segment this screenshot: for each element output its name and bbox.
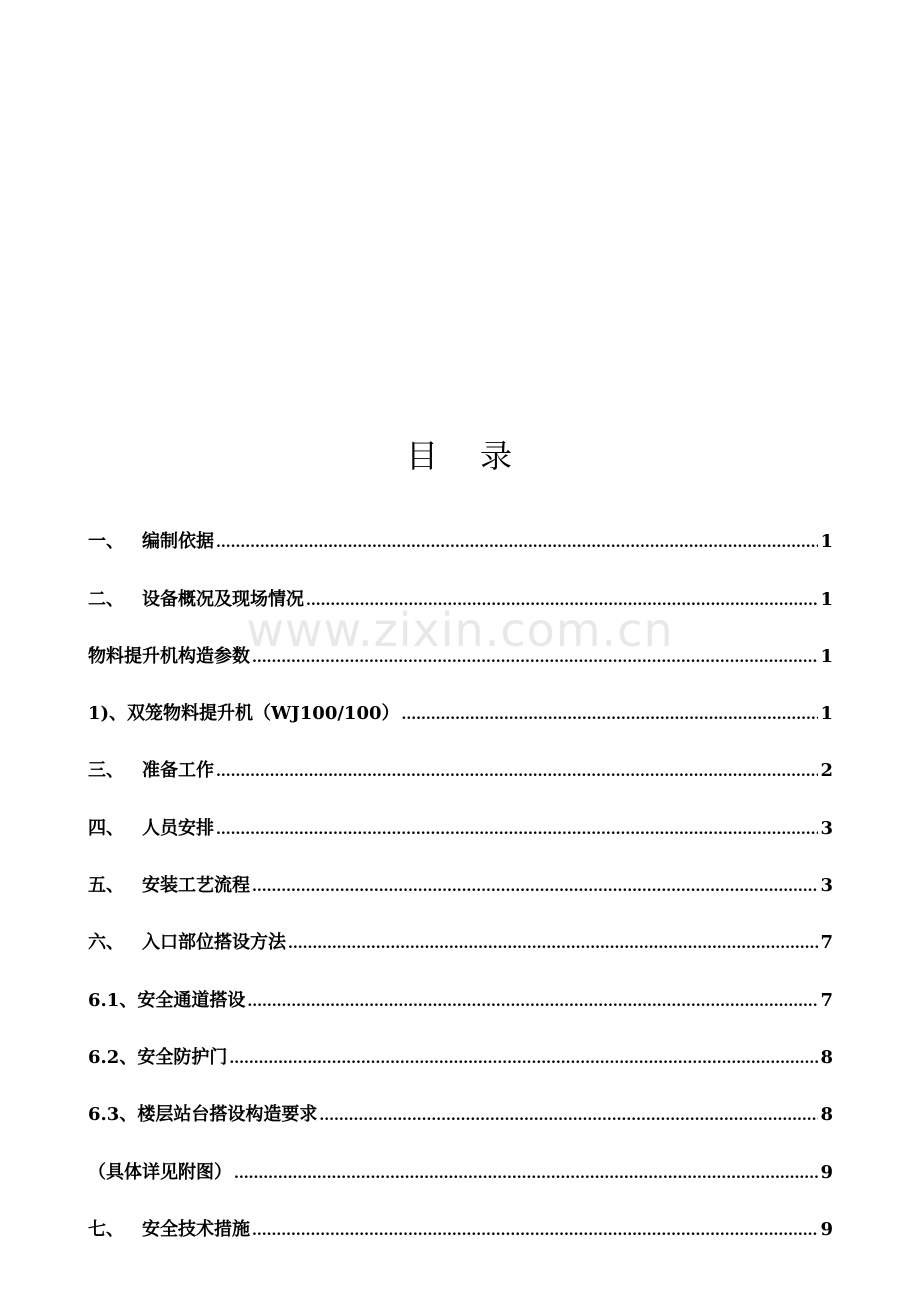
toc-entry-label: 双笼物料提升机（WJ100/100） [127,703,400,725]
toc-entry-label: 安全防护门 [137,1046,228,1068]
toc-entry-row [88,1043,833,1073]
toc-entry-row [88,928,833,958]
toc-entry-text [88,585,304,615]
toc-entry-leader-dots [234,1159,818,1189]
toc-entry-row [88,642,833,672]
toc-entry-number: 6.1、 [88,989,138,1011]
toc-entry-label: 编制依据 [142,531,214,553]
toc-entry-text [88,1100,317,1130]
toc-entry-label: 入口部位搭设方法 [142,932,286,954]
toc-entry-text [88,1215,250,1245]
toc-entry-text [88,871,250,901]
toc-entry-leader-dots [306,586,818,616]
toc-title-char-2: 录 [480,437,515,475]
toc-entry-page-number: 9 [820,1218,833,1240]
toc-entry-leader-dots [229,1044,818,1074]
toc-entry[interactable] [88,844,833,901]
toc-entry-text [88,928,286,958]
toc-entry[interactable] [88,1016,833,1073]
toc-entry-text [88,756,214,786]
toc-entry-number: 三、 [88,760,124,782]
toc-entry-page-number: 3 [820,875,833,897]
toc-entry-row [88,699,833,729]
toc-entry-text [88,1043,227,1073]
toc-entry[interactable] [88,500,833,557]
toc-entry-row [88,527,833,557]
toc-entry-leader-dots [216,528,818,558]
toc-entry-row [88,756,833,786]
toc-entry-row [88,1100,833,1130]
toc-entry-number: 6.3、 [88,1104,138,1126]
toc-entry-leader-dots [402,700,819,730]
toc-entry-row [88,1215,833,1245]
toc-entry-page-number: 3 [820,817,833,839]
toc-entry-label: 设备概况及现场情况 [142,588,304,610]
toc-title [0,434,920,478]
toc-entry-label: 安全通道搭设 [137,989,246,1011]
toc-entry-text [88,814,214,844]
toc-entry[interactable] [88,557,833,614]
toc-entry-page-number: 1 [820,588,833,610]
toc-entry-number: 四、 [88,817,124,839]
toc-title-char-1: 目 [405,437,440,475]
toc-entry-leader-dots [252,872,818,902]
toc-entry-leader-dots [216,757,818,787]
toc-entry-number: 一、 [88,531,124,553]
toc-entry[interactable] [88,786,833,843]
toc-entry-row [88,814,833,844]
toc-entry-page-number: 9 [820,1161,833,1183]
toc-entry[interactable] [88,958,833,1015]
toc-entry-page-number: 1 [820,703,833,725]
toc-entry-text [88,642,250,672]
toc-entry[interactable] [88,672,833,729]
toc-entry-label: 楼层站台搭设构造要求 [137,1104,318,1126]
toc-entry-leader-dots [319,1101,818,1131]
toc-entry-leader-dots [252,643,818,673]
toc-entry[interactable] [88,729,833,786]
toc-entry-row [88,1158,833,1188]
toc-entry[interactable] [88,1188,833,1245]
toc-entry-number: 五、 [88,875,124,897]
toc-entry-leader-dots [247,987,818,1017]
toc-entry[interactable] [88,1073,833,1130]
toc-entry-leader-dots [216,815,818,845]
toc-entry[interactable] [88,615,833,672]
toc-entry-number: 1)、 [88,703,128,725]
toc-entry-row [88,986,833,1016]
toc-entry-row [88,585,833,615]
toc-entry-label: 安全技术措施 [142,1218,250,1240]
toc-entry-leader-dots [288,929,818,959]
toc-entry-number: 二、 [88,588,124,610]
toc-entry-label: 准备工作 [142,760,214,782]
toc-entry[interactable] [88,1130,833,1187]
toc-entry-text [88,527,214,557]
toc-entry-label: 物料提升机构造参数 [88,645,250,667]
toc-entry-text [88,699,400,729]
toc-entry-page-number: 7 [820,989,833,1011]
toc-entry[interactable] [88,901,833,958]
toc-entry-page-number: 1 [820,645,833,667]
toc-entry-page-number: 2 [820,760,833,782]
toc-entry-text [88,1158,232,1188]
toc-entry-label: （具体详见附图） [88,1161,232,1183]
toc-list [88,500,833,1245]
toc-entry-row [88,871,833,901]
toc-entry-number: 七、 [88,1218,124,1240]
toc-entry-leader-dots [252,1216,818,1246]
toc-entry-page-number: 8 [820,1104,833,1126]
toc-entry-page-number: 8 [820,1046,833,1068]
toc-entry-number: 6.2、 [88,1046,138,1068]
toc-entry-number: 六、 [88,932,124,954]
toc-entry-label: 安装工艺流程 [142,875,250,897]
toc-entry-label: 人员安排 [142,817,214,839]
toc-entry-text [88,986,245,1016]
watermark: www.zixin.com.cn [246,603,674,657]
toc-entry-page-number: 1 [820,531,833,553]
toc-entry-page-number: 7 [820,932,833,954]
